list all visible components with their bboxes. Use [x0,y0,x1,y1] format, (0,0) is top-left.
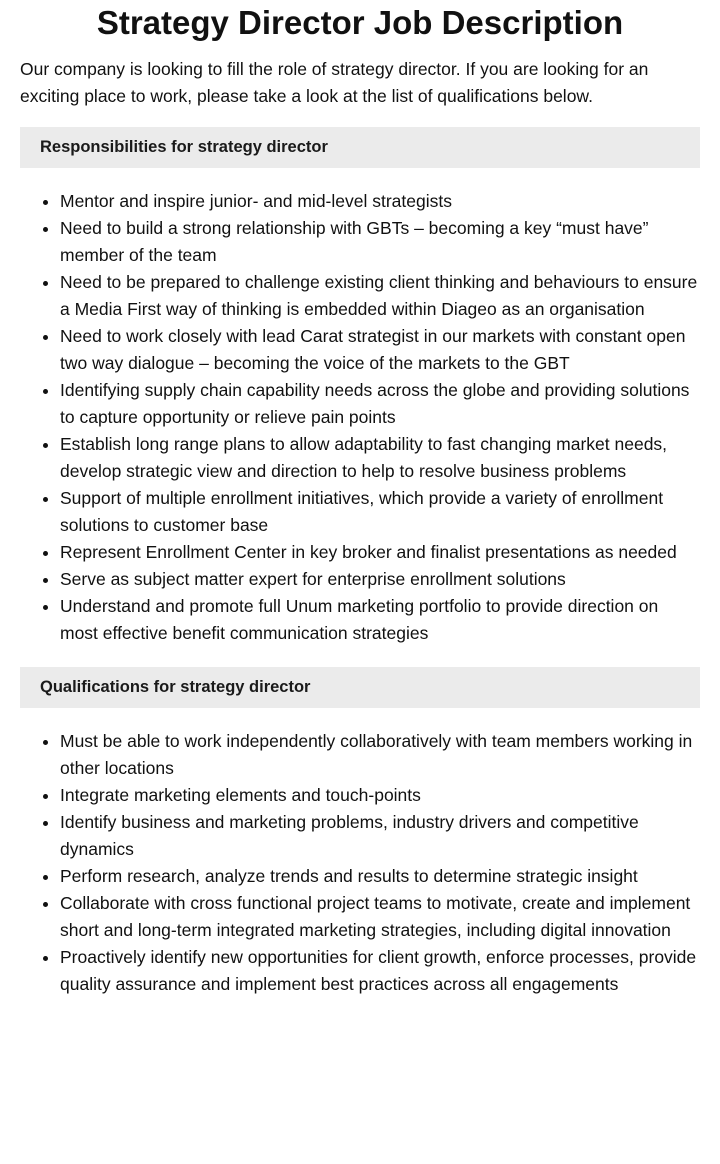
list-item: • Need to work closely with lead Carat strategist in our markets with constant open two way dialogue – becoming the voice of the markets to the GBT [60,323,700,377]
list-item: • Need to build a strong relationship with GBTs – becoming a key “must have” member of the team [60,215,700,269]
intro-paragraph: Our company is looking to fill the role of strategy director. If you are looking for an exciting place to work, please take a look at the list of qualifications below. [20,59,649,106]
list-item: • Identify business and marketing problems, industry drivers and competitive dynamics [60,809,700,863]
qualifications-list [20,728,700,998]
responsibilities-heading: Responsibilities for strategy director [20,127,700,168]
list-item: • Perform research, analyze trends and results to determine strategic insight [60,863,700,890]
list-item: • Understand and promote full Unum marketing portfolio to provide direction on most effective benefit communication strategies [60,593,700,647]
responsibilities-list [20,188,700,647]
list-item: • Establish long range plans to allow adaptability to fast changing market needs, develop strategic view and direction to help to resolve business problems [60,431,700,485]
qualifications-heading: Qualifications for strategy director [20,667,700,708]
list-item: • Mentor and inspire junior- and mid-level strategists [60,188,700,215]
list-item: • Support of multiple enrollment initiatives, which provide a variety of enrollment solutions to customer base [60,485,700,539]
list-item: • Represent Enrollment Center in key broker and finalist presentations as needed [60,539,700,566]
page-title: Strategy Director Job Description [96,4,624,41]
list-item: • Integrate marketing elements and touch-points [60,782,700,809]
list-item: • Collaborate with cross functional project teams to motivate, create and implement short and long-term integrated marketing strategies, including digital innovation [60,890,700,944]
list-item: • Serve as subject matter expert for enterprise enrollment solutions [60,566,700,593]
list-item: • Proactively identify new opportunities for client growth, enforce processes, provide quality assurance and implement best practices across all engagements [60,944,700,998]
list-item: • Identifying supply chain capability needs across the globe and providing solutions to capture opportunity or relieve pain points [60,377,700,431]
list-item: • Need to be prepared to challenge existing client thinking and behaviours to ensure a Media First way of thinking is embedded within Diageo as an organisation [60,269,700,323]
list-item: • Must be able to work independently collaboratively with team members working in other locations [60,728,700,782]
